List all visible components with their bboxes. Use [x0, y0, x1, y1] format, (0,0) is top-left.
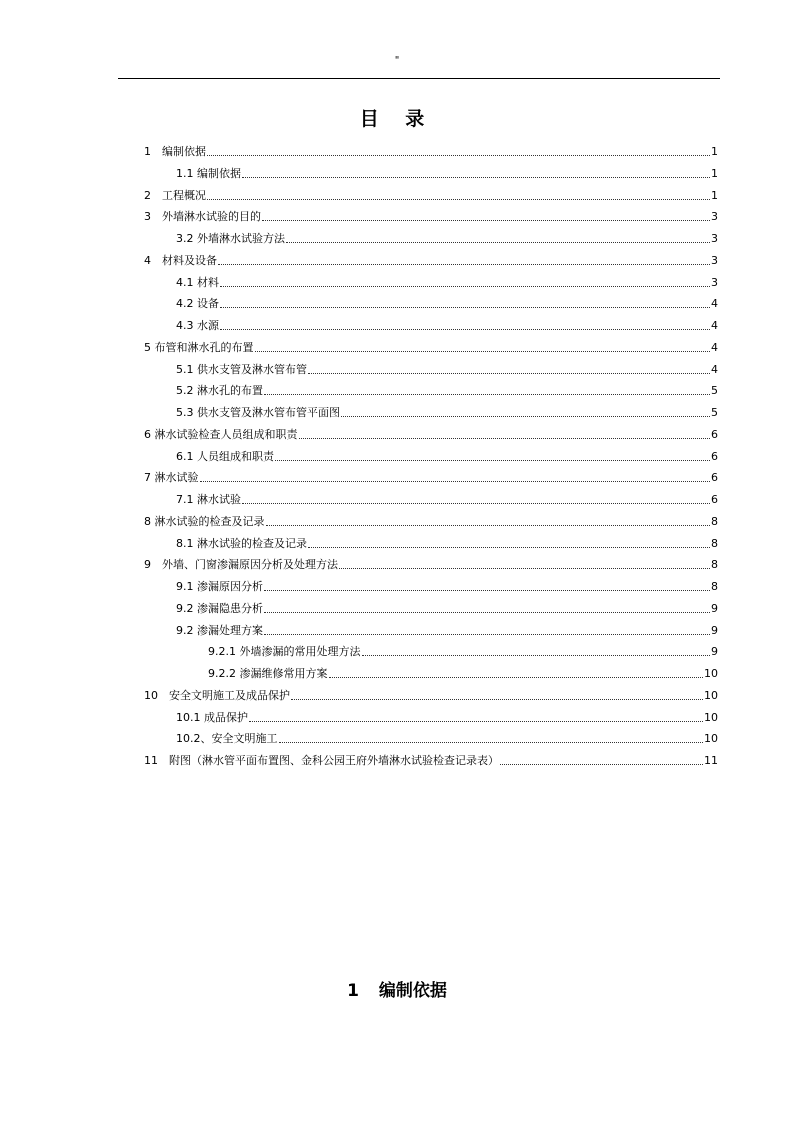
toc-dot-leader: [308, 372, 710, 374]
toc-entry-label: 7.1 淋水试验: [176, 493, 241, 506]
toc-entry-page: 10: [704, 688, 718, 702]
toc-dot-leader: [291, 698, 703, 700]
toc-dot-leader: [329, 676, 704, 678]
toc-dot-leader: [279, 741, 704, 743]
toc-entry-label: 5 布管和淋水孔的布置: [144, 340, 254, 354]
toc-entry[interactable]: [144, 185, 718, 203]
toc-entry[interactable]: [144, 554, 718, 572]
toc-entry-page: 11: [704, 754, 718, 767]
toc-entry-page: 1: [711, 188, 718, 202]
toc-entry-label: 9 外墙、门窗渗漏原因分析及处理方法: [144, 558, 338, 572]
toc-dot-leader: [266, 524, 711, 526]
toc-entry-page: 4: [711, 340, 718, 354]
toc-entry-page: 6: [711, 449, 718, 463]
toc-entry-label: 1 编制依据: [144, 145, 206, 158]
toc-entry[interactable]: [176, 707, 718, 725]
toc-entry[interactable]: [208, 663, 718, 681]
toc-entry-label: 8.1 淋水试验的检查及记录: [176, 536, 307, 550]
toc-entry-page: 4: [711, 297, 718, 311]
toc-entry-page: 10: [704, 710, 718, 724]
page-header-mark: ": [394, 55, 400, 66]
toc-entry-page: 6: [711, 427, 718, 441]
toc-dot-leader: [220, 285, 710, 287]
toc-dot-leader: [220, 328, 710, 330]
toc-dot-leader: [242, 502, 710, 504]
toc-entry-page: 5: [711, 406, 718, 419]
toc-entry-page: 10: [704, 732, 718, 746]
toc-entry-label: 3 外墙淋水试验的目的: [144, 210, 261, 224]
toc-entry[interactable]: [176, 359, 718, 377]
toc-entry[interactable]: [176, 446, 718, 464]
toc-title: 目 录: [359, 108, 435, 130]
toc-entry-label: 5.1 供水支管及淋水管布管: [176, 362, 307, 376]
toc-dot-leader: [341, 415, 710, 417]
toc-entry-label: 4.3 水源: [176, 319, 219, 332]
toc-entry-label: 9.2.1 外墙渗漏的常用处理方法: [208, 645, 361, 659]
toc-dot-leader: [262, 219, 710, 221]
toc-dot-leader: [218, 263, 710, 265]
toc-entry-page: 3: [711, 253, 718, 267]
toc-entry[interactable]: [176, 598, 718, 616]
toc-entry-page: 4: [711, 362, 718, 376]
toc-entry-label: 10.2、安全文明施工: [176, 732, 278, 746]
toc-entry[interactable]: [144, 511, 718, 529]
toc-dot-leader: [308, 546, 710, 548]
toc-entry[interactable]: [144, 206, 718, 224]
toc-entry-label: 5.3 供水支管及淋水管布管平面图: [176, 406, 340, 419]
toc-entry-page: 6: [711, 493, 718, 506]
toc-entry-page: 8: [711, 580, 718, 593]
toc-entry[interactable]: [144, 750, 718, 768]
toc-entry-label: 9.1 渗漏原因分析: [176, 580, 263, 593]
toc-entry-label: 3.2 外墙淋水试验方法: [176, 232, 285, 245]
toc-dot-leader: [264, 611, 710, 613]
toc-entry-page: 6: [711, 471, 718, 485]
toc-entry-page: 1: [711, 166, 718, 180]
toc-entry-page: 9: [711, 623, 718, 637]
toc-entry-label: 2 工程概况: [144, 188, 206, 202]
toc-entry[interactable]: [176, 272, 718, 290]
toc-entry[interactable]: [144, 467, 718, 485]
toc-entry[interactable]: [176, 228, 718, 246]
toc-entry-label: 9.2 渗漏处理方案: [176, 623, 263, 637]
toc-dot-leader: [500, 763, 703, 765]
toc-entry-label: 7 淋水试验: [144, 471, 199, 485]
toc-entry[interactable]: [144, 685, 718, 703]
toc-entry-page: 1: [711, 145, 718, 158]
toc-dot-leader: [255, 350, 711, 352]
toc-entry[interactable]: [176, 728, 718, 746]
toc-entry-page: 8: [711, 514, 718, 528]
toc-entry[interactable]: [176, 533, 718, 551]
toc-entry-label: 4.2 设备: [176, 297, 219, 311]
toc-entry-page: 9: [711, 601, 718, 615]
toc-entry-page: 9: [711, 645, 718, 659]
toc-entry[interactable]: [144, 141, 718, 159]
toc-dot-leader: [264, 633, 710, 635]
toc-dot-leader: [286, 241, 710, 243]
toc-dot-leader: [220, 306, 710, 308]
toc-dot-leader: [264, 393, 710, 395]
toc-entry-page: 10: [704, 667, 718, 680]
toc-entry-label: 8 淋水试验的检查及记录: [144, 514, 265, 528]
section-heading: 1 编制依据: [347, 981, 447, 1001]
toc-entry[interactable]: [176, 620, 718, 638]
toc-entry[interactable]: [144, 337, 718, 355]
toc-entry-label: 4.1 材料: [176, 275, 219, 289]
toc-entry-page: 3: [711, 232, 718, 245]
toc-entry-label: 6 淋水试验检查人员组成和职责: [144, 427, 298, 441]
toc-entry-label: 9.2 渗漏隐患分析: [176, 601, 263, 615]
toc-entry-label: 11 附图（淋水管平面布置图、金科公园王府外墙淋水试验检查记录表）: [144, 754, 499, 767]
toc-entry-page: 8: [711, 536, 718, 550]
toc-dot-leader: [249, 720, 703, 722]
toc-entry-label: 5.2 淋水孔的布置: [176, 384, 263, 398]
toc-entry[interactable]: [176, 576, 718, 594]
toc-dot-leader: [299, 437, 711, 439]
toc-entry[interactable]: [176, 315, 718, 333]
toc-entry-label: 9.2.2 渗漏维修常用方案: [208, 667, 328, 680]
toc-entry-label: 1.1 编制依据: [176, 166, 241, 180]
toc-entry-label: 6.1 人员组成和职责: [176, 449, 274, 463]
toc-entry-page: 8: [711, 558, 718, 572]
toc-entry-page: 3: [711, 275, 718, 289]
toc-entry[interactable]: [176, 163, 718, 181]
toc-entry[interactable]: [176, 380, 718, 398]
toc-dot-leader: [339, 567, 710, 569]
toc-dot-leader: [275, 459, 710, 461]
toc-dot-leader: [264, 589, 710, 591]
toc-entry-page: 3: [711, 210, 718, 224]
toc-entry[interactable]: [176, 402, 718, 420]
toc-entry-page: 5: [711, 384, 718, 398]
toc-entry-label: 10.1 成品保护: [176, 710, 248, 724]
toc-dot-leader: [362, 654, 711, 656]
toc-entry-label: 4 材料及设备: [144, 253, 217, 267]
toc-entry-page: 4: [711, 319, 718, 332]
toc-entry[interactable]: [176, 489, 718, 507]
toc-dot-leader: [200, 480, 711, 482]
toc-entry[interactable]: [144, 424, 718, 442]
toc-entry-label: 10 安全文明施工及成品保护: [144, 688, 290, 702]
toc-entry[interactable]: [176, 293, 718, 311]
header-rule: [118, 78, 720, 79]
toc-entry[interactable]: [144, 250, 718, 268]
toc-dot-leader: [207, 198, 710, 200]
toc-entry[interactable]: [208, 641, 718, 659]
toc-dot-leader: [242, 176, 710, 178]
toc-dot-leader: [207, 154, 710, 156]
